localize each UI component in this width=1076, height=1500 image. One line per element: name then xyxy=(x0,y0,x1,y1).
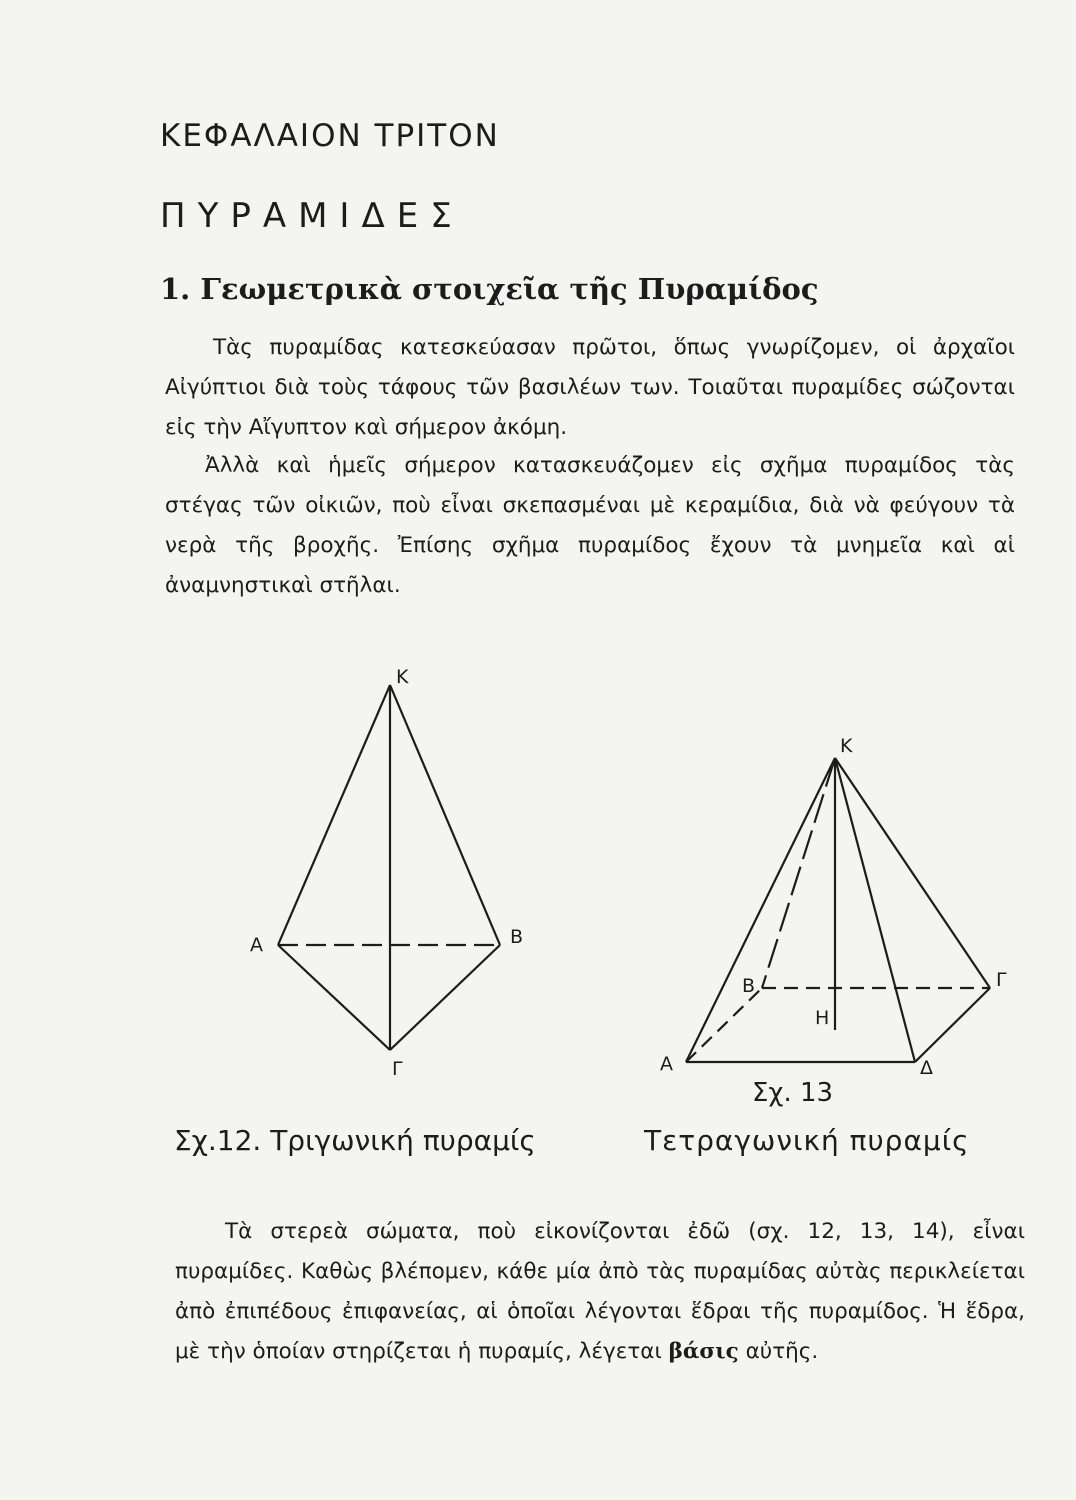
hidden-edge-k-b xyxy=(762,758,835,988)
chapter-heading: ΚΕΦΑΛΑΙΟΝ ΤΡΙΤΟΝ xyxy=(160,118,500,154)
fig12-label-a: Α xyxy=(250,934,263,956)
fig12-label-b: Β xyxy=(510,926,524,948)
hidden-edge-a-b xyxy=(686,988,762,1062)
fig12-label-g: Γ xyxy=(392,1058,403,1080)
figure-13-number: Σχ. 13 xyxy=(752,1078,834,1108)
edge-a-g xyxy=(278,945,390,1050)
square-pyramid-figure xyxy=(686,758,990,1062)
figure-13-caption: Τετραγωνική πυραμίς xyxy=(644,1124,970,1157)
fig12-label-k: Κ xyxy=(396,666,409,688)
fig13-label-b: Β xyxy=(742,975,756,997)
edge-k-g xyxy=(835,758,990,988)
edge-d-g xyxy=(915,988,990,1062)
term-basis: βάσις xyxy=(668,1339,739,1364)
paragraph-2: Ἀλλὰ καὶ ἡμεῖς σήμερον κατασκευάζομεν εἰς σχῆμα πυραμίδος τὰς στέγας τῶν οἰκιῶν, ποὺ εἶναι σκεπασμέναι μὲ κεραμίδια, διὰ νὰ φεύγουν τὰ νερὰ τῆς βροχῆς. Ἐπίσης σχῆμα πυραμίδος ἔχουν τὰ μνημεῖα καὶ αἱ ἀναμνηστικαὶ στῆλαι. xyxy=(165,453,1015,598)
fig13-label-k: Κ xyxy=(840,735,853,757)
fig13-label-g: Γ xyxy=(996,969,1007,991)
fig13-label-a: Α xyxy=(660,1053,673,1075)
edge-k-b xyxy=(390,685,500,945)
figure-12-caption: Σχ.12. Τριγωνική πυραμίς xyxy=(174,1124,536,1157)
section-heading: 1. Γεωμετρικὰ στοιχεῖα τῆς Πυραμίδος xyxy=(160,272,819,306)
fig13-label-h: Η xyxy=(815,1007,830,1029)
edge-b-g xyxy=(390,945,500,1050)
paragraph-3 xyxy=(175,1212,1025,1372)
triangular-pyramid-figure xyxy=(278,685,500,1050)
paragraph-3-ending: αὐτῆς. xyxy=(745,1339,819,1364)
edge-k-a xyxy=(278,685,390,945)
paragraph-1: Τὰς πυραμίδας κατεσκεύασαν πρῶτοι, ὅπως γνωρίζομεν, οἱ ἀρχαῖοι Αἰγύπτιοι διὰ τοὺς τάφους τῶν βασιλέων των. Τοιαῦται πυραμίδες σώζονται εἰς τὴν Αἴγυπτον καὶ σήμερον ἀκόμη. xyxy=(165,335,1015,440)
paragraph-3-text: Τὰ στερεὰ σώματα, ποὺ εἰκονίζονται ἐδῶ (σχ. 12, 13, 14), εἶναι πυραμίδες. Καθὼς βλέπομεν, κάθε μία ἀπὸ τὰς πυραμίδας αὐτὰς περικλείεται ἀπὸ ἐπιπέδους ἐπιφανείας, αἱ ὁποῖαι λέγονται ἕδραι τῆς πυραμίδος. Ἡ ἕδρα, μὲ τὴν ὁποίαν στηρίζεται ἡ πυραμίς, λέγεται xyxy=(175,1219,1025,1364)
edge-k-a xyxy=(686,758,835,1062)
chapter-title: ΠΥΡΑΜΙΔΕΣ xyxy=(160,196,464,236)
edge-k-d xyxy=(835,758,915,1062)
fig13-label-d: Δ xyxy=(920,1057,933,1079)
